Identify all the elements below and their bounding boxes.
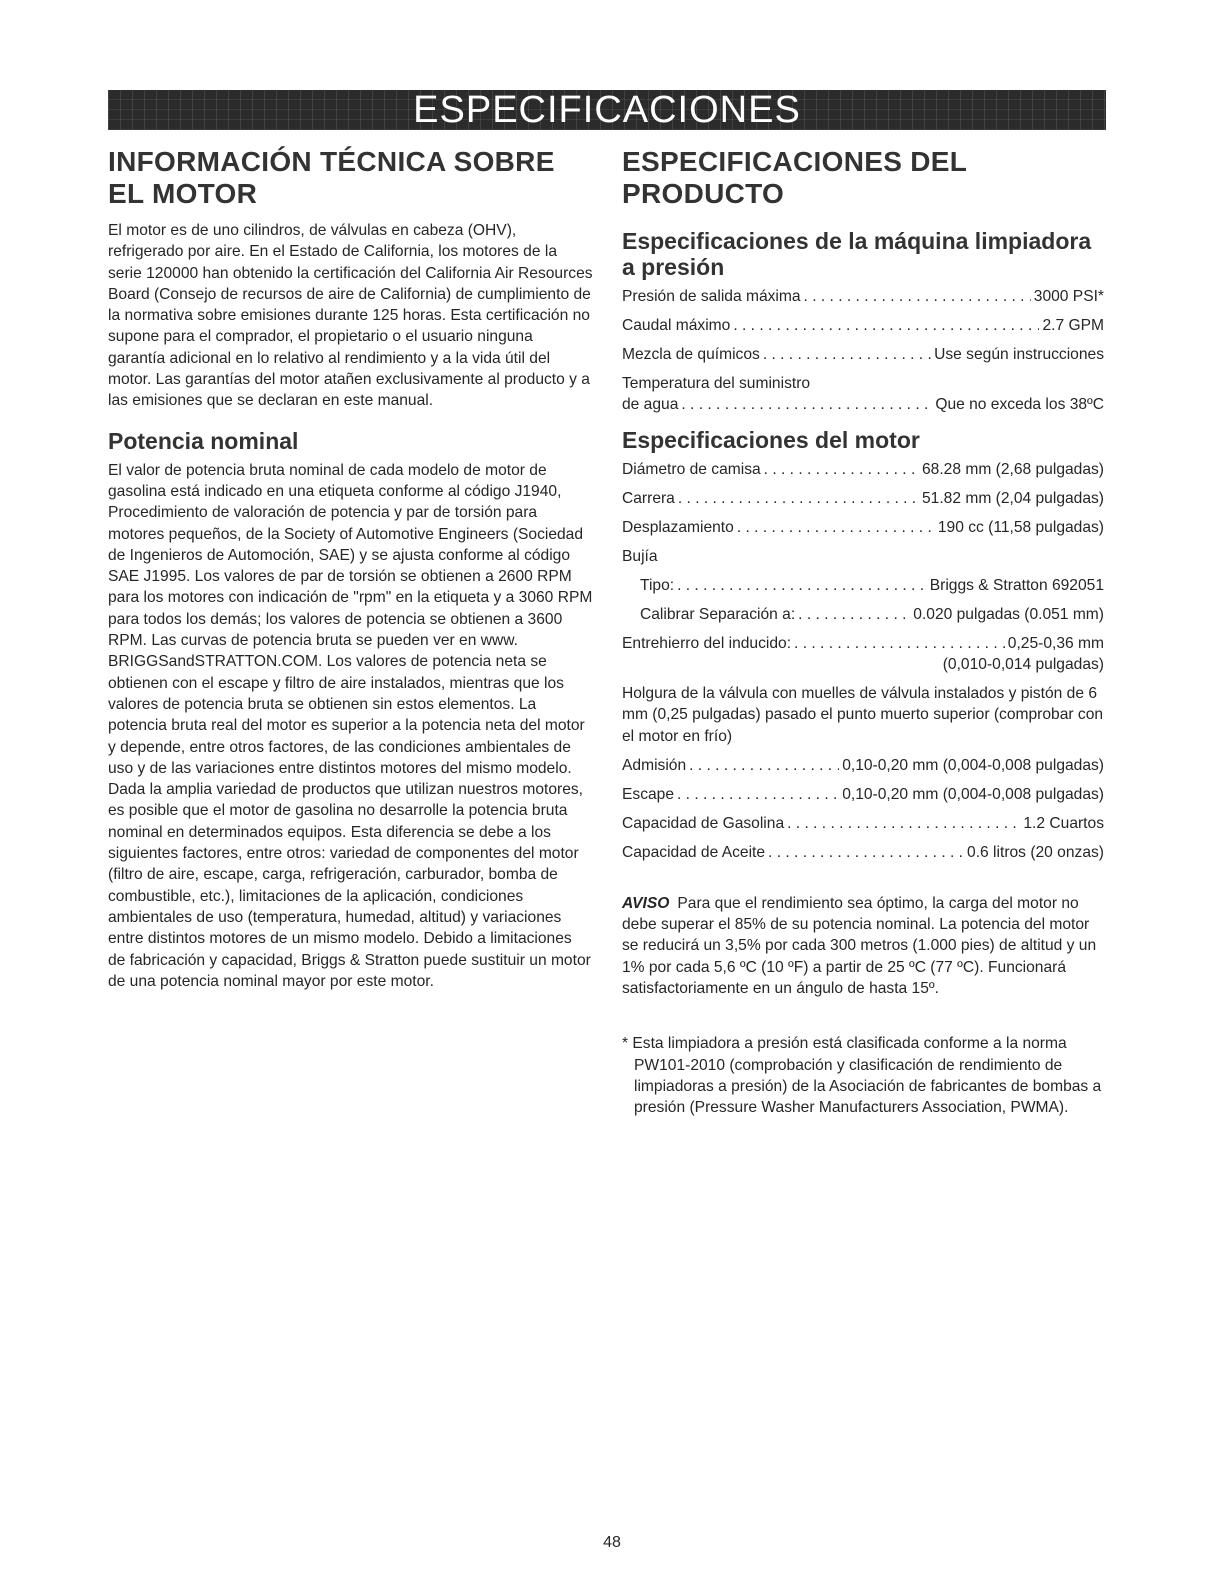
spec-value: 0.6 litros (20 onzas) <box>967 843 1104 861</box>
spec-label: Capacidad de Aceite <box>622 843 766 861</box>
spec-label: Caudal máximo <box>622 317 731 334</box>
spec-row <box>622 842 1104 863</box>
spec-label: Calibrar Separación a: <box>640 606 796 623</box>
banner-title: ESPECIFICACIONES <box>413 88 801 131</box>
spec-value-continued: (0,010-0,014 pulgadas) <box>942 656 1104 673</box>
spec-row <box>622 517 1104 538</box>
machine-specs-heading: Especificaciones de la máquina limpiadora a presión <box>622 228 1092 280</box>
rated-power-paragraph: El valor de potencia bruta nominal de cada modelo de motor de gasolina está indicado en una etiqueta conforme al código J1940, Procedimiento de valoración de potencia y par de torsión para motores pequeños, de la Society of Automotive Engineers (Sociedad de Ingenieros de Automoción, SAE) y se ajusta conforme al código SAE J1995. Los valores de par de torsión se obtienen a 2600 RPM para los motores con indicación de "rpm" en la etiqueta y a 3060 RPM para todos los demás; los valores de potencia se obtienen a 3600 RPM. Las curvas de potencia bruta se pueden ver en www. BRIGGSandSTRATTON.COM. Los valores de potencia neta se obtienen con el escape y filtro de aire instalados, mientras que los valores de potencia bruta se obtienen sin estos elementos. La potencia bruta real del motor es superior a la potencia neta del motor y depende, entre otros factores, de las condiciones ambientales de uso y de las variaciones entre distintos motores del mismo modelo. Dada la amplia variedad de productos que utilizan nuestros motores, es posible que el motor de gasolina no desarrolle la potencia bruta nominal en determinados equipos. Esta diferencia se debe a los siguientes factores, entre otros: variedad de componentes del motor (filtro de aire, escape, carga, refrigeración, carburador, bomba de combustible, etc.), limitaciones de la aplicación, condiciones ambientales de uso (temperatura, humedad, altitud) y variaciones entre distintos motores de un mismo modelo. Debido a limitaciones de fabricación y capacidad, Briggs & Stratton puede sustituir un motor de una potencia nominal mayor por este motor. <box>108 461 593 990</box>
right-column <box>622 146 1104 1119</box>
spark-plug-label: Bujía <box>622 548 658 565</box>
spec-label: Mezcla de químicos <box>622 346 760 363</box>
spec-value: 0,10-0,20 mm (0,004-0,008 pulgadas) <box>842 756 1104 774</box>
spec-row <box>622 459 1104 480</box>
spec-row <box>622 315 1104 336</box>
spec-label: de agua <box>622 396 679 413</box>
water-temp-label: Temperatura del suministro <box>622 375 811 392</box>
spec-value: 1.2 Cuartos <box>1023 814 1104 832</box>
spec-label: Entrehierro del inducido: <box>622 635 792 652</box>
spec-label: Tipo: <box>640 577 675 594</box>
motor-specs-heading: Especificaciones del motor <box>622 427 920 453</box>
spec-value: 51.82 mm (2,04 pulgadas) <box>921 490 1104 507</box>
page-number: 48 <box>603 1534 621 1551</box>
spec-value: Briggs & Stratton 692051 <box>929 577 1104 594</box>
spec-label: Carrera <box>622 490 675 507</box>
valve-clearance-text: Holgura de la válvula con muelles de válvula instalados y pistón de 6 mm (0,25 pulgadas) pasado el punto muerto superior (comprobar con el motor en frío) <box>622 685 1104 745</box>
left-column <box>108 146 593 992</box>
spec-row <box>622 286 1104 307</box>
spec-row <box>622 784 1104 805</box>
spec-value: 2.7 GPM <box>1042 317 1104 334</box>
notice-paragraph <box>622 893 1104 999</box>
spec-label: Desplazamiento <box>622 519 734 536</box>
spec-value: 68.28 mm (2,68 pulgadas) <box>921 461 1104 478</box>
spec-label: Capacidad de Gasolina <box>622 814 785 832</box>
spec-label: Presión de salida máxima <box>622 288 801 305</box>
product-specs-heading: ESPECIFICACIONES DEL PRODUCTO <box>622 146 967 209</box>
spec-value: 190 cc (11,58 pulgadas) <box>937 519 1104 536</box>
engine-info-heading: INFORMACIÓN TÉCNICA SOBRE EL MOTOR <box>108 146 555 209</box>
spec-label: Escape <box>622 785 675 803</box>
rated-power-heading: Potencia nominal <box>108 427 299 454</box>
spec-value: 3000 PSI* <box>1033 288 1104 305</box>
spec-row <box>622 575 1104 596</box>
spec-value: 0.020 pulgadas (0.051 mm) <box>913 606 1104 623</box>
spec-row <box>622 755 1104 776</box>
spec-label: Admisión <box>622 756 687 774</box>
spec-row <box>622 604 1104 625</box>
notice-label: AVISO <box>622 894 670 912</box>
spec-row <box>622 344 1104 365</box>
engine-info-paragraph: El motor es de uno cilindros, de válvulas en cabeza (OHV), refrigerado por aire. En el Estado de California, los motores de la serie 120000 han obtenido la certificación del California Air Resources Board (Consejo de recursos de aire de California) de cumplimiento de la normativa sobre emisiones durante 125 horas. Esta certificación no supone para el comprador, el propietario o el usuario ninguna garantía adicional en lo relativo al rendimiento y a la vida útil del motor. Las garantías del motor atañen exclusivamente al producto y a las emisiones que se declaran en este manual. <box>108 222 593 410</box>
spec-value: 0,10-0,20 mm (0,004-0,008 pulgadas) <box>842 785 1104 803</box>
notice-text: Para que el rendimiento sea óptimo, la carga del motor no debe superar el 85% de su potencia nominal. La potencia del motor se reducirá un 3,5% por cada 300 metros (1.000 pies) de altitud y un 1% por cada 5,6 ºC (10 ºF) a partir de 25 ºC (77 ºC). Funcionará satisfactoriamente en un ángulo de hasta 15º. <box>622 894 1097 998</box>
spec-row <box>622 633 1104 654</box>
spec-row <box>622 394 1104 415</box>
spec-value: Que no exceda los 38ºC <box>935 396 1104 413</box>
spec-value: 0,25-0,36 mm <box>1007 635 1104 652</box>
spec-row <box>622 813 1104 834</box>
spec-value: Use según instrucciones <box>934 346 1104 363</box>
footnote: * Esta limpiadora a presión está clasificada conforme a la norma PW101-2010 (comprobación y clasificación de rendimiento de limpiadoras a presión) de la Asociación de fabricantes de bombas a presión (Pressure Washer Manufacturers Association, PWMA). <box>622 1035 1102 1117</box>
spec-label: Diámetro de camisa <box>622 461 761 478</box>
section-banner <box>108 90 1106 130</box>
spec-row <box>622 488 1104 509</box>
